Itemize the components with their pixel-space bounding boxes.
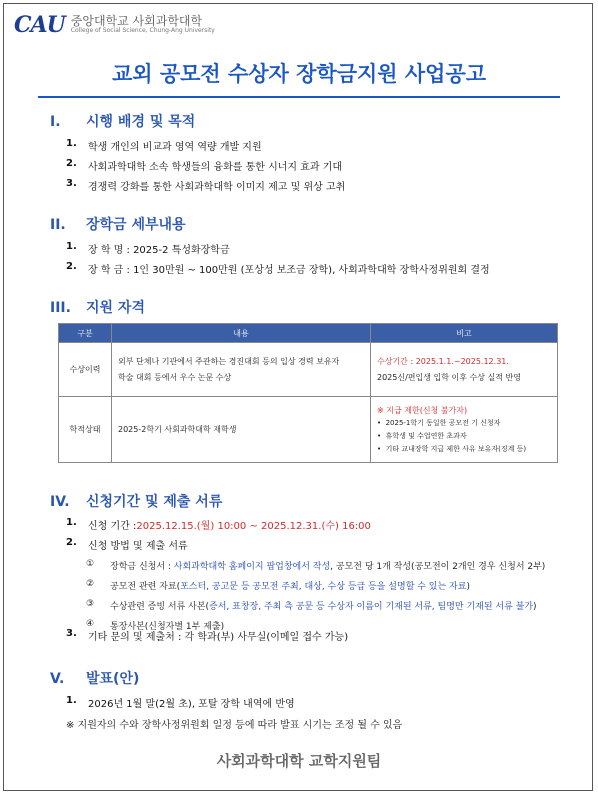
- header: [14, 12, 215, 38]
- section-4-list-cont: [66, 628, 348, 648]
- list-item: ② 공모전 관련 자료(포스터, 공고문 등 공모전 주최, 대상, 수상 등급 등을 설명할 수 있는 자료): [86, 579, 470, 592]
- section-2-heading: II. 장학금 세부내용: [50, 217, 186, 233]
- section-4-list: [66, 517, 371, 557]
- section-5-list: [66, 695, 295, 715]
- cau-logo: CAU: [14, 12, 65, 38]
- section-2-list: [66, 241, 490, 281]
- footer-team: 사회과학대학 교학지원팀: [216, 752, 382, 770]
- section-5-heading: V. 발표(안): [50, 671, 140, 687]
- list-item: 3. 기타 문의 및 제출처 : 각 학과(부) 사무실(이메일 접수 가능): [66, 628, 349, 643]
- eligibility-table: [58, 323, 558, 463]
- table-row: 학적상태 2025-2학기 사회과학대학 재학생 ※ 지급 제한(신청 불가자) • 2025-1학기 동일한 공모전 기 신청자 • 휴학생 및 수업연한 초과자 • 기타 교내장학 지급 제한 사유 보유자(징계 등): [59, 397, 558, 463]
- list-item: ① 장학금 신청서 : 사회과학대학 홈페이지 팝업창에서 작성, 공모전 당 1개 작성(공모전이 2개인 경우 신청서 2부): [86, 559, 546, 572]
- list-item: 3. 경쟁력 강화를 통한 사회과학대학 이미지 제고 및 위상 고취: [66, 178, 346, 193]
- org-name-ko: 중앙대학교 사회과학대학: [70, 14, 203, 29]
- list-item: 1. 장 학 명 : 2025-2 특성화장학금: [66, 241, 230, 256]
- list-item: ③ 수상관련 증빙 서류 사본(증서, 표창장, 주최 측 공문 등 수상자 이름이 기재된 서류, 팀명만 기재된 서류 불가): [86, 599, 537, 612]
- announcement-note: ※ 지원자의 수와 장학사정위원회 일정 등에 따라 발표 시기는 조정 될 수 있음: [66, 720, 403, 731]
- title-divider: [38, 96, 560, 98]
- page-title: 교외 공모전 수상자 장학금지원 사업공고: [111, 62, 487, 86]
- list-item: 2. 사회과학대학 소속 학생들의 융화를 통한 시너지 효과 기대: [66, 158, 343, 173]
- submission-sublist: [86, 559, 545, 639]
- section-3-heading: III. 지원 자격: [50, 300, 145, 316]
- list-item: 2. 신청 방법 및 제출 서류: [66, 537, 188, 552]
- section-4-heading: IV. 신청기간 및 제출 서류: [50, 494, 223, 510]
- list-item: 1. 신청 기간 : 2025.12.15.(월) 10:00 ~ 2025.12.31.(수) 16:00: [66, 517, 371, 532]
- list-item: 2. 장 학 금 : 1인 30만원 ~ 100만원 (포상성 보조금 장학), 사회과학대학 장학사정위원회 결정: [66, 261, 490, 276]
- table-header-row: 구분 내용 비고: [59, 324, 558, 343]
- list-item: 1. 2026년 1월 말(2월 초), 포탈 장학 내역에 반영: [66, 695, 295, 710]
- section-1-list: [66, 138, 345, 198]
- table-row: 수상이력 외부 단체나 기관에서 주관하는 경진대회 등의 입상 경력 보유자 학술 대회 등에서 우수 논문 수상 수상기간 : 2025.1.1.~2025.12.31. 2025신/편입생 입학 이후 수상 실적 반영: [59, 343, 558, 397]
- list-item: ④ 통장사본(신청자별 1부 제출): [86, 619, 225, 632]
- list-item: 1. 학생 개인의 비교과 영역 역량 개발 지원: [66, 138, 262, 153]
- section-1-heading: I. 시행 배경 및 목적: [50, 114, 196, 130]
- org-name-en: College of Social Science, Chung-Ang University: [70, 27, 215, 35]
